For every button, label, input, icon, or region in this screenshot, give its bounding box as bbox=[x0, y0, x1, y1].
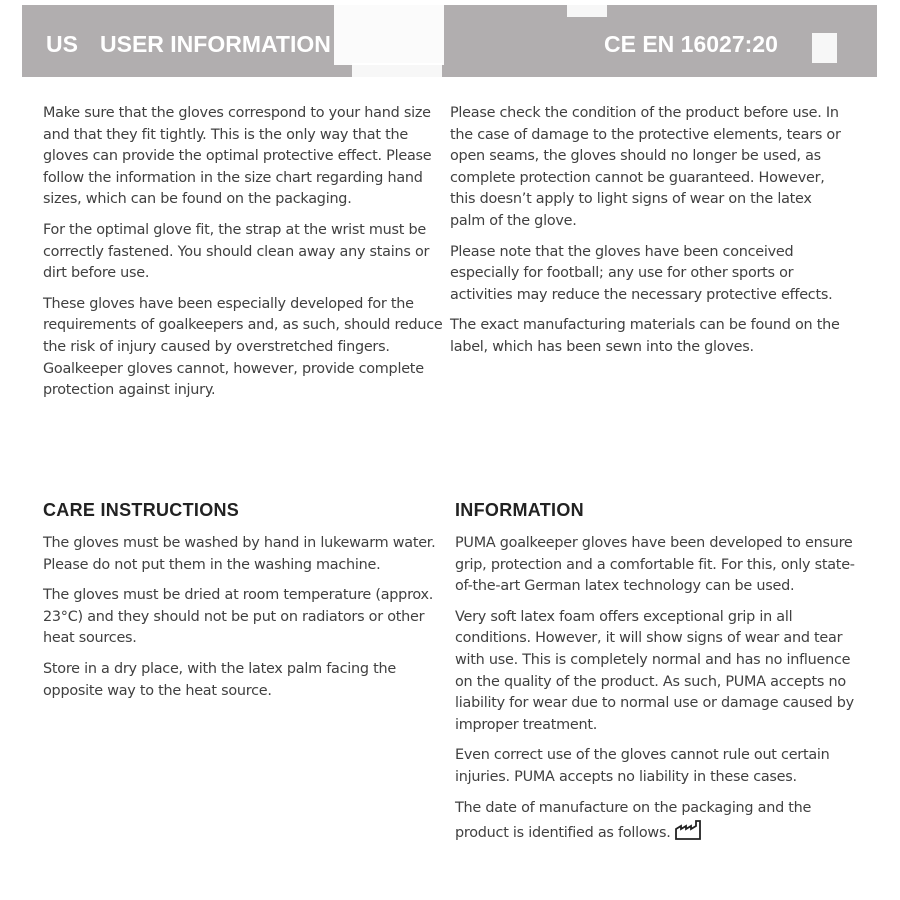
user-info-right-column bbox=[450, 103, 850, 368]
paragraph-with-icon bbox=[455, 798, 855, 849]
paragraph: Please check the condition of the product before use. In the case of damage to the protective elements, tears or open seams, the gloves should no longer be used, as complete protection cannot be guaranteed. However, this doesn’t apply to light signs of wear on the latex palm of the glove. bbox=[450, 105, 841, 229]
care-instructions-section bbox=[43, 500, 443, 711]
section-heading: INFORMATION bbox=[455, 500, 584, 520]
paragraph: The gloves must be washed by hand in lukewarm water. Please do not put them in the washing machine. bbox=[43, 535, 436, 573]
user-info-left-column bbox=[43, 103, 443, 411]
paragraph: Very soft latex foam offers exceptional grip in all conditions. However, it will show signs of wear and tear with use. This is completely normal and has no influence on the quality of the product. As such, PUMA accepts no liability for wear due to normal use or damage caused by improper treatment. bbox=[455, 608, 854, 733]
paragraph: The date of manufacture on the packaging and the product is identified as follows. bbox=[455, 799, 812, 842]
worn-texture bbox=[812, 33, 837, 63]
paragraph: These gloves have been especially developed for the requirements of goalkeepers and, as such, should reduce the risk of injury caused by overstretched fingers. Goalkeeper gloves cannot, however, provide complete protection against injury. bbox=[43, 295, 443, 399]
paragraph: Store in a dry place, with the latex palm facing the opposite way to the heat source. bbox=[43, 660, 396, 699]
worn-texture bbox=[334, 5, 444, 65]
paragraph: The exact manufacturing materials can be found on the label, which has been sewn into the gloves. bbox=[450, 317, 840, 355]
language-code: US bbox=[46, 31, 78, 57]
section-heading: CARE INSTRUCTIONS bbox=[43, 500, 240, 520]
factory-icon bbox=[674, 819, 702, 849]
certification-mark: CE EN 16027:20 bbox=[604, 31, 778, 57]
paragraph: Make sure that the gloves correspond to your hand size and that they fit tightly. This is the only way that the gloves can provide the optimal protective effect. Please follow the information in the size chart regarding hand sizes, which can be found on the packaging. bbox=[43, 105, 432, 208]
paragraph: Please note that the gloves have been conceived especially for football; any use for other sports or activities may reduce the necessary protective effects. bbox=[450, 243, 833, 303]
worn-texture bbox=[567, 5, 607, 17]
paragraph: The gloves must be dried at room temperature (approx. 23°C) and they should not be put on radiators or other heat sources. bbox=[43, 587, 434, 647]
information-section bbox=[455, 500, 855, 858]
page-title: USER INFORMATION bbox=[100, 31, 331, 57]
worn-texture bbox=[352, 63, 442, 77]
paragraph: For the optimal glove fit, the strap at the wrist must be correctly fastened. You should clean away any stains or dirt before use. bbox=[43, 221, 430, 282]
paragraph: Even correct use of the gloves cannot rule out certain injuries. PUMA accepts no liability in these cases. bbox=[455, 747, 830, 785]
paragraph: PUMA goalkeeper gloves have been developed to ensure grip, protection and a comfortable fit. For this, only state-of-the-art German latex technology can be used. bbox=[455, 535, 855, 595]
